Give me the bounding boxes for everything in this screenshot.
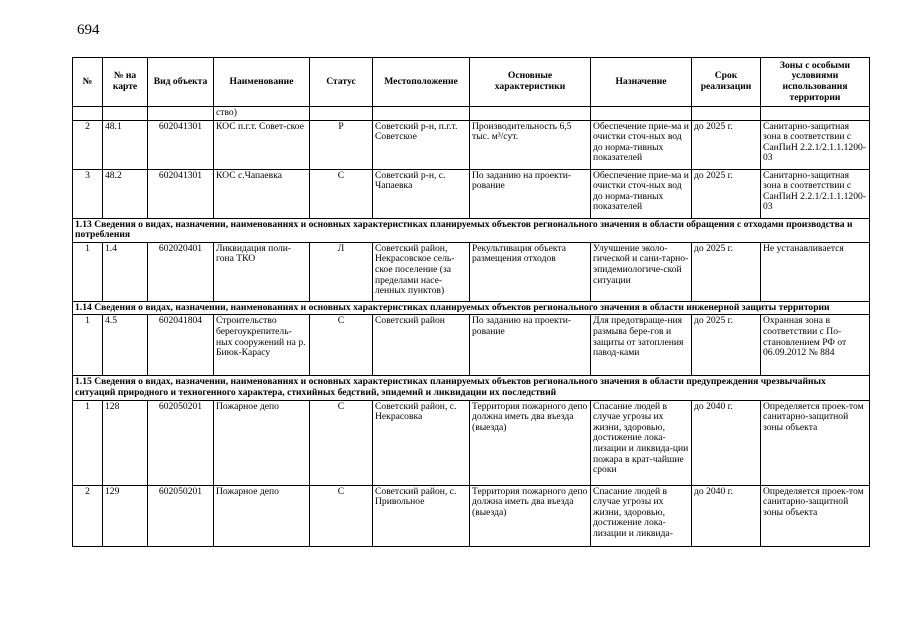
cell-purpose: Обеспечение прие-ма и очистки сточ-ных вод до норма-тивных показателей [591,169,692,218]
cell-term: до 2040 г. [692,400,761,485]
cell-object-type: 602050201 [148,400,214,485]
cell-name: Пожарное депо [214,400,310,485]
cell-name: Пожарное депо [214,485,310,546]
table-header-row [73,58,870,107]
cell-zones: Определяется проек-том санитарно-защитной зоны объекта [761,400,870,485]
section-title-row [73,376,870,400]
cell-num: 3 [73,169,103,218]
cell-zones: Не устанавливается [761,242,870,301]
table-row [73,485,870,546]
cell-term: до 2025 г. [692,120,761,169]
section-title-1-14: 1.14 Сведения о видах, назначении, наименованиях и основных характеристиках планируемых объектов регионального значения в области инженерной защиты территории [73,301,870,315]
cell-location: Советский район, с. Некрасовка [373,400,470,485]
cell-num: 1 [73,315,103,376]
cell-object-type: 602020401 [148,242,214,301]
cell-name: Ликвидация поли-гона ТКО [214,242,310,301]
section-title-row [73,301,870,315]
cell-name: КОС п.г.т. Совет-ское [214,120,310,169]
cell-location: Советский р-н, с. Чапаевка [373,169,470,218]
cell-characteristics: Территория пожарного депо должна иметь два въезда (выезда) [470,400,591,485]
cell-status: С [310,400,373,485]
header-num: № [73,58,103,107]
header-term: Срок реализации [692,58,761,107]
section-title-1-13: 1.13 Сведения о видах, назначении, наименованиях и основных характеристиках планируемых объектов регионального значения в области обращения с отходами производства и потребления [73,218,870,242]
cell-status: С [310,169,373,218]
header-map-num: № на карте [103,58,148,107]
section-title-1-15: 1.15 Сведения о видах, назначении, наименованиях и основных характеристиках планируемых объектов регионального значения в области предупреждения чрезвычайных ситуаций природного и техногенного характера, стихийных бедствий, эпидемий и ликвидации их последствий [73,376,870,400]
cell-status: Р [310,120,373,169]
cell-term: до 2025 г. [692,242,761,301]
cell-location: Советский район [373,315,470,376]
cell-object-type: 602041804 [148,315,214,376]
cell-characteristics: По заданию на проекти-рование [470,169,591,218]
cell-characteristics: По заданию на проекти-рование [470,315,591,376]
cell-zones: Санитарно-защитная зона в соответствии с СанПиН 2.2.1/2.1.1.1200-03 [761,169,870,218]
cell-map-num: 1.4 [103,242,148,301]
cell-purpose: Спасание людей в случае угрозы их жизни, здоровью, достижение лока-лизации и ликвида- [591,485,692,546]
cell-object-type: 602041301 [148,169,214,218]
header-location: Местоположение [373,58,470,107]
cell-purpose: Обеспечение прие-ма и очистки сточ-ных вод до норма-тивных показателей [591,120,692,169]
cell-characteristics: Территория пожарного депо должна иметь два въезда (выезда) [470,485,591,546]
cell-map-num: 4.5 [103,315,148,376]
cell-num: 2 [73,120,103,169]
cell-object-type: 602050201 [148,485,214,546]
cell-term: до 2040 г. [692,485,761,546]
cell-zones: Санитарно-защитная зона в соответствии с СанПиН 2.2.1/2.1.1.1200-03 [761,120,870,169]
cell-num: 1 [73,400,103,485]
cell-characteristics: Рекультивация объекта размещения отходов [470,242,591,301]
cell-zones: Охранная зона в соответствии с По-становлением РФ от 06.09.2012 № 884 [761,315,870,376]
header-characteristics: Основные характеристики [470,58,591,107]
cell-purpose: Улучшение эколо-гической и сани-тарно-эпидемиологиче-ской ситуации [591,242,692,301]
section-title-row [73,218,870,242]
cell-map-num: 128 [103,400,148,485]
cell-num: 1 [73,242,103,301]
cell-name: КОС с.Чапаевка [214,169,310,218]
cell-map-num: 48.1 [103,120,148,169]
table-row [73,120,870,169]
cell-location: Советский р-н, п.г.т. Советское [373,120,470,169]
cell-zones: Определяется проек-том санитарно-защитной зоны объекта [761,485,870,546]
cell-location: Советский район, Некрасовское сель-ское поселение (за пределами насе-ленных пунктов) [373,242,470,301]
cell-characteristics: Производительность 6,5 тыс. м³/сут. [470,120,591,169]
header-purpose: Назначение [591,58,692,107]
header-object-type: Вид объекта [148,58,214,107]
cell-object-type: 602041301 [148,120,214,169]
planned-objects-table [72,57,870,547]
cell-term: до 2025 г. [692,169,761,218]
table-row [73,315,870,376]
cell-purpose: Спасание людей в случае угрозы их жизни, здоровью, достижение лока-лизации и ликвида-ции пожара в крат-чайшие сроки [591,400,692,485]
header-status: Статус [310,58,373,107]
table-row [73,169,870,218]
header-name: Наименование [214,58,310,107]
cell-term: до 2025 г. [692,315,761,376]
cell-map-num: 129 [103,485,148,546]
cell-status: Л [310,242,373,301]
cell-name: ство) [214,107,310,121]
table-row [73,242,870,301]
cell-name: Строительство берегоукрепитель-ных сооружений на р. Биюк-Карасу [214,315,310,376]
cell-status: С [310,485,373,546]
cell-purpose: Для предотвраще-ния размыва бере-гов и защиты от затопления павод-ками [591,315,692,376]
cell-num: 2 [73,485,103,546]
continuation-row [73,107,870,121]
header-zones: Зоны с особыми условиями использования территории [761,58,870,107]
cell-map-num: 48.2 [103,169,148,218]
cell-status: С [310,315,373,376]
table-row [73,400,870,485]
cell-location: Советский район, с. Привольное [373,485,470,546]
page-number: 694 [77,22,100,38]
